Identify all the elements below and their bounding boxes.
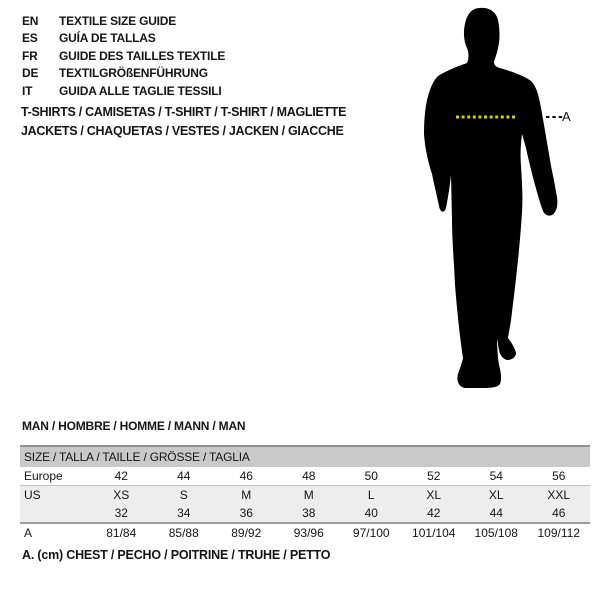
language-title: GUIDE DES TAILLES TEXTILE	[59, 48, 226, 63]
table-cell: XS	[113, 488, 130, 502]
table-cell: L	[367, 488, 375, 502]
row-label: Europe	[24, 469, 63, 483]
table-cell: 38	[302, 506, 316, 520]
size-table	[20, 445, 590, 542]
man-silhouette-figure	[410, 0, 570, 400]
row-label: A	[24, 526, 33, 540]
table-cell: M	[303, 488, 314, 502]
table-cell: 105/108	[474, 526, 518, 540]
table-cell: 40	[364, 506, 378, 520]
table-row-chest-a	[20, 522, 590, 542]
language-code: FR	[22, 48, 38, 63]
table-cell: 44	[489, 506, 503, 520]
measure-label-a: A	[562, 109, 571, 124]
language-title-list	[22, 12, 225, 100]
table-cell: 97/100	[352, 526, 390, 540]
list-item	[22, 82, 225, 100]
table-row-europe	[20, 467, 590, 486]
language-title: GUIDA ALLE TAGLIE TESSILI	[59, 83, 222, 98]
table-cell: 81/84	[106, 526, 137, 540]
row-label: US	[24, 488, 41, 502]
table-cell: 42	[427, 506, 441, 520]
table-cell: 85/88	[168, 526, 199, 540]
language-code: ES	[22, 31, 38, 46]
table-cell: 101/104	[412, 526, 456, 540]
table-cell: 48	[302, 469, 316, 483]
table-cell: 89/92	[231, 526, 262, 540]
language-title: TEXTILE SIZE GUIDE	[59, 13, 177, 28]
language-code: IT	[22, 83, 33, 98]
table-cell: 32	[114, 506, 128, 520]
table-cell: S	[179, 488, 188, 502]
list-item	[22, 65, 225, 83]
list-item	[22, 47, 225, 65]
table-row-numeric	[20, 504, 590, 522]
table-cell: 42	[114, 469, 128, 483]
footnote-chest-legend: A. (cm) CHEST / PECHO / POITRINE / TRUHE / PETTO	[22, 548, 331, 562]
table-cell: 93/96	[293, 526, 324, 540]
product-line-tshirts: T-SHIRTS / CAMISETAS / T-SHIRT / T-SHIRT / MAGLIETTE	[21, 105, 347, 119]
table-cell: XL	[426, 488, 442, 502]
table-cell: 44	[177, 469, 191, 483]
language-title: TEXTILGRÖßENFÜHRUNG	[59, 66, 208, 81]
table-cell: 50	[364, 469, 378, 483]
table-cell: 46	[552, 506, 566, 520]
table-cell: XXL	[547, 488, 571, 502]
language-title: GUÍA DE TALLAS	[59, 31, 156, 46]
table-cell: 52	[427, 469, 441, 483]
table-cell: 109/112	[537, 526, 580, 540]
man-silhouette-path	[424, 8, 557, 388]
table-cell: 56	[552, 469, 566, 483]
list-item	[22, 12, 225, 30]
list-item	[22, 30, 225, 48]
table-cell: 46	[239, 469, 253, 483]
size-table-header: SIZE / TALLA / TAILLE / GRÖSSE / TAGLIA	[20, 447, 590, 467]
language-code: DE	[22, 66, 39, 81]
language-code: EN	[22, 13, 39, 28]
table-cell: 54	[489, 469, 503, 483]
product-line-jackets: JACKETS / CHAQUETAS / VESTES / JACKEN / GIACCHE	[21, 123, 344, 138]
table-cell: M	[241, 488, 252, 502]
table-row-us	[20, 486, 590, 504]
table-cell: 36	[239, 506, 253, 520]
row-label	[20, 504, 90, 522]
table-cell: XL	[488, 488, 504, 502]
product-categories	[21, 103, 346, 140]
section-title-man: MAN / HOMBRE / HOMME / MANN / MAN	[22, 419, 246, 433]
table-cell: 34	[177, 506, 191, 520]
